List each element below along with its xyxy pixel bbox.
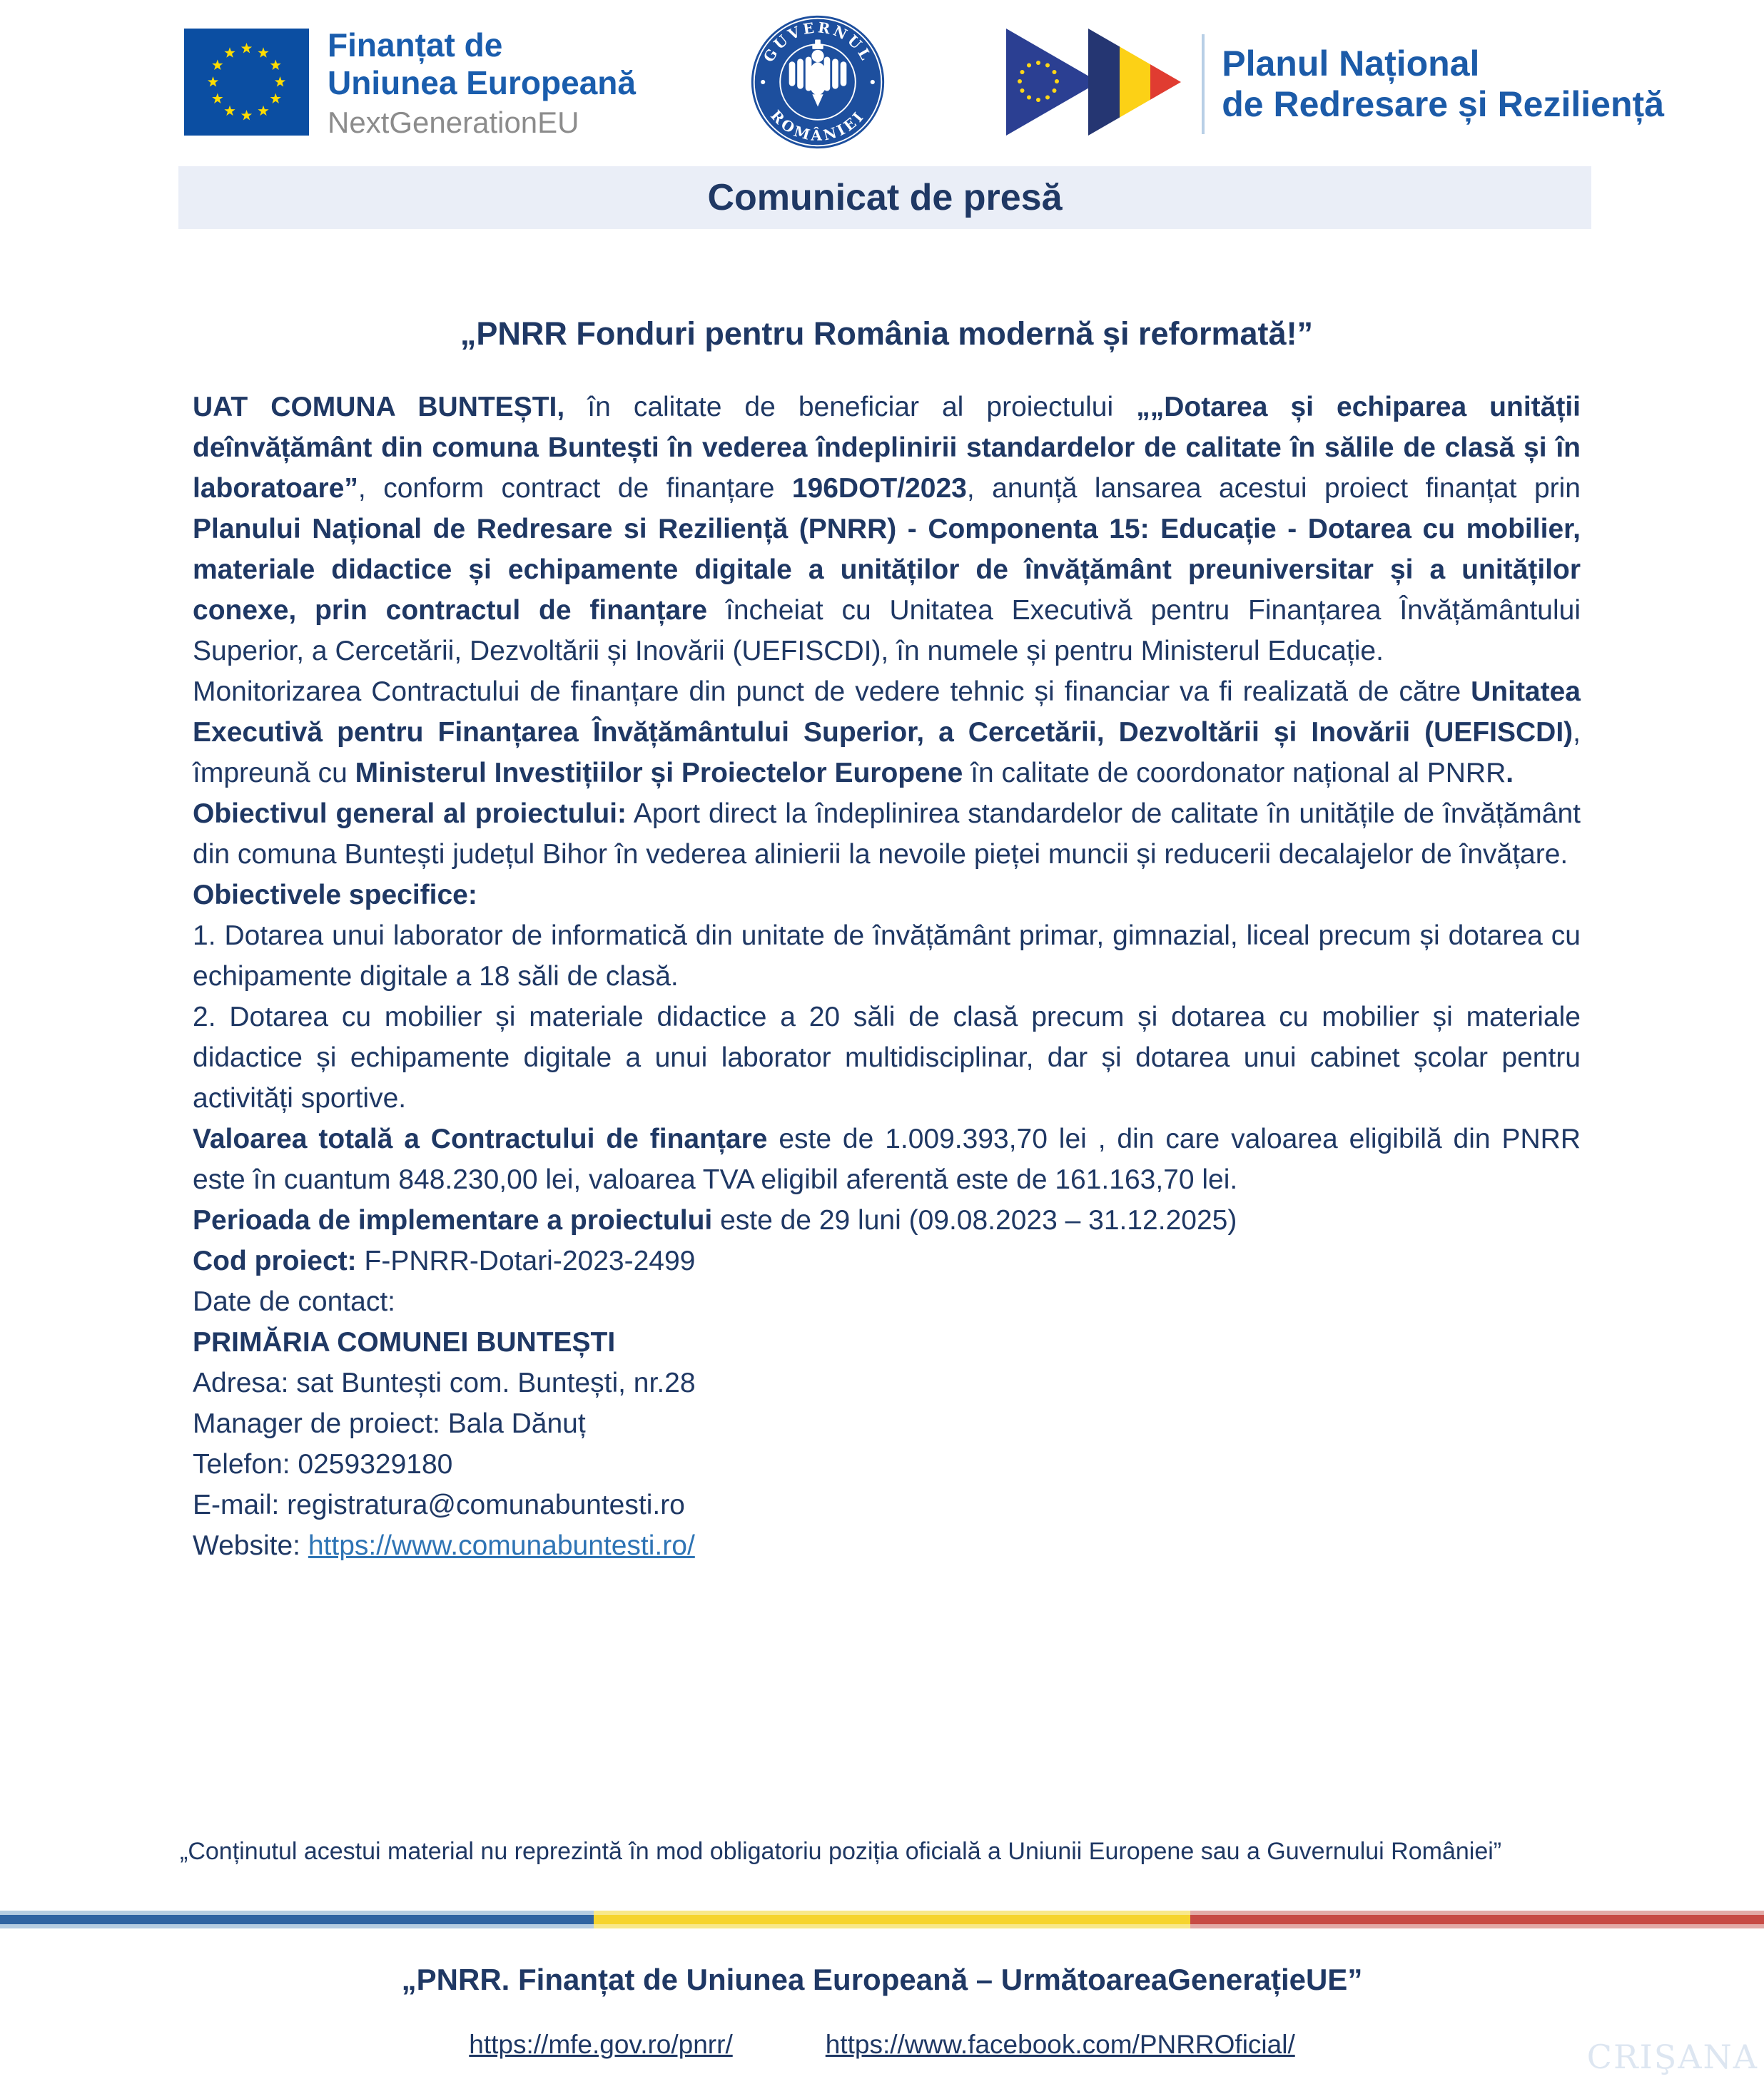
eu-funding-line2: Uniunea Europeană <box>328 64 636 101</box>
paragraph-total-value: Valoarea totală a Contractului de finanțare este de 1.009.393,70 lei , din care valoarea eligibilă din PNRR este în cuantum 848.230,00 lei, valoarea TVA eligibil aferentă este de 161.163,70 lei. <box>193 1124 1581 1195</box>
footer-links <box>0 2030 1764 2060</box>
gov-seal-bottom-text: ROMÂNIEI <box>766 106 868 144</box>
header-logos <box>0 0 1764 146</box>
disclaimer-text: „Conținutul acestui material nu reprezintă în mod obligatoriu poziția oficială a Uniunii Europene sau a Guvernului României” <box>180 1838 1502 1865</box>
pnrr-logo <box>999 25 1664 143</box>
contact-phone: Telefon: 0259329180 <box>193 1449 453 1480</box>
footer <box>0 1911 1764 2060</box>
contact-manager: Manager de proiect: Bala Dănuț <box>193 1408 586 1439</box>
pnrr-logo-icon <box>999 25 1185 143</box>
romanian-tricolor-band <box>0 1911 1764 1928</box>
paragraph-implementation-period: Perioada de implementare a proiectului este de 29 luni (09.08.2023 – 31.12.2025) <box>193 1205 1237 1236</box>
paragraph-project-announcement: UAT COMUNA BUNTEȘTI, în calitate de beneficiar al proiectului „„Dotarea și echiparea unității deînvățământ din comuna Buntești în vederea îndeplinirii standardelor de calitate în sălile de clasă și în laboratoare”, conform contract de finanțare 196DOT/2023, anunță lansarea acestui proiect finanțat prin Planului Național de Redresare si Reziliență (PNRR) - Componenta 15: Educație - Dotarea cu mobilier, materiale didactice și echipamente digitale a unităților de învățământ preuniversitar și a unităților conexe, prin contractul de finanțare încheiat cu Unitatea Executivă pentru Finanțarea Învățământului Superior, a Cercetării, Dezvoltării și Inovării (UEFISCDI), în numele și pentru Ministerul Educație. <box>193 392 1581 666</box>
band-blue-segment <box>0 1911 594 1928</box>
objective-item-1: 1. Dotarea unui laborator de informatică din unitate de învățământ primar, gimnazial, liceal precum și dotarea cu echipamente digitale a 18 săli de clasă. <box>193 920 1581 992</box>
contact-website: Website: https://www.comunabuntesti.ro/ <box>193 1530 695 1561</box>
document-body <box>193 313 1581 1566</box>
inline-link[interactable]: https://www.comunabuntesti.ro/ <box>308 1530 695 1561</box>
paragraph-monitoring: Monitorizarea Contractului de finanțare din punct de vedere tehnic și financiar va fi realizată de către Unitatea Executivă pentru Finanțarea Învățământului Superior, a Cercetării, Dezvoltării și Inovării (UEFISCDI), împreună cu Ministerul Investițiilor și Proiectelor Europene în calitate de coordonator național al PNRR. <box>193 676 1581 788</box>
gov-seal-icon <box>749 14 886 154</box>
eu-funding-text <box>328 26 636 141</box>
watermark: CRIŞANA <box>1586 2038 1758 2076</box>
pnrr-logo-divider <box>1202 34 1205 134</box>
gov-seal-top-text: GUVERNUL <box>759 19 876 66</box>
contact-organization: PRIMĂRIA COMUNEI BUNTEȘTI <box>193 1327 616 1358</box>
objective-item-2: 2. Dotarea cu mobilier și materiale didactice a 20 săli de clasă precum și dotarea cu mobilier și materiale didactice și echipamente digitale a unui laborator multidisciplinar, dar și dotarea unui cabinet școlar pentru activități sportive. <box>193 1002 1581 1114</box>
contact-email: E-mail: registratura@comunabuntesti.ro <box>193 1490 685 1520</box>
paragraph-project-code: Cod proiect: F-PNRR-Dotari-2023-2499 <box>193 1246 696 1276</box>
footer-link-mfe[interactable]: https://mfe.gov.ro/pnrr/ <box>469 2030 733 2059</box>
pnrr-logo-line2: de Redresare și Reziliență <box>1222 83 1664 124</box>
band-yellow-segment <box>594 1911 1190 1928</box>
nextgeneration-eu-label: NextGenerationEU <box>328 106 579 139</box>
document-title: „PNRR Fonduri pentru România modernă și reformată!” <box>460 315 1314 352</box>
footer-link-facebook[interactable]: https://www.facebook.com/PNRROficial/ <box>825 2030 1295 2059</box>
paragraph-general-objective: Obiectivul general al proiectului: Aport direct la îndeplinirea standardelor de calitate în unitățile de învățământ din comuna Buntești județul Bihor în vederea alinierii la nevoile pieței muncii și reducerii decalajelor de învățare. <box>193 798 1581 870</box>
banner-title: Comunicat de presă <box>707 177 1063 218</box>
contact-heading: Date de contact: <box>193 1286 396 1317</box>
footer-motto: „PNRR. Finanțat de Uniunea Europeană – UrmătoareaGenerațieUE” <box>401 1963 1363 1996</box>
contact-address: Adresa: sat Buntești com. Buntești, nr.28 <box>193 1368 696 1398</box>
pnrr-logo-line1: Planul Național <box>1222 43 1480 83</box>
press-release-banner <box>178 166 1591 229</box>
eu-flag-icon <box>184 29 309 139</box>
pnrr-logo-text <box>1222 44 1664 125</box>
eu-funding-line1: Finanțat de <box>328 26 503 63</box>
objectives-heading: Obiectivele specifice: <box>193 880 477 910</box>
eu-funding-logo <box>184 26 636 141</box>
band-red-segment <box>1190 1911 1764 1928</box>
